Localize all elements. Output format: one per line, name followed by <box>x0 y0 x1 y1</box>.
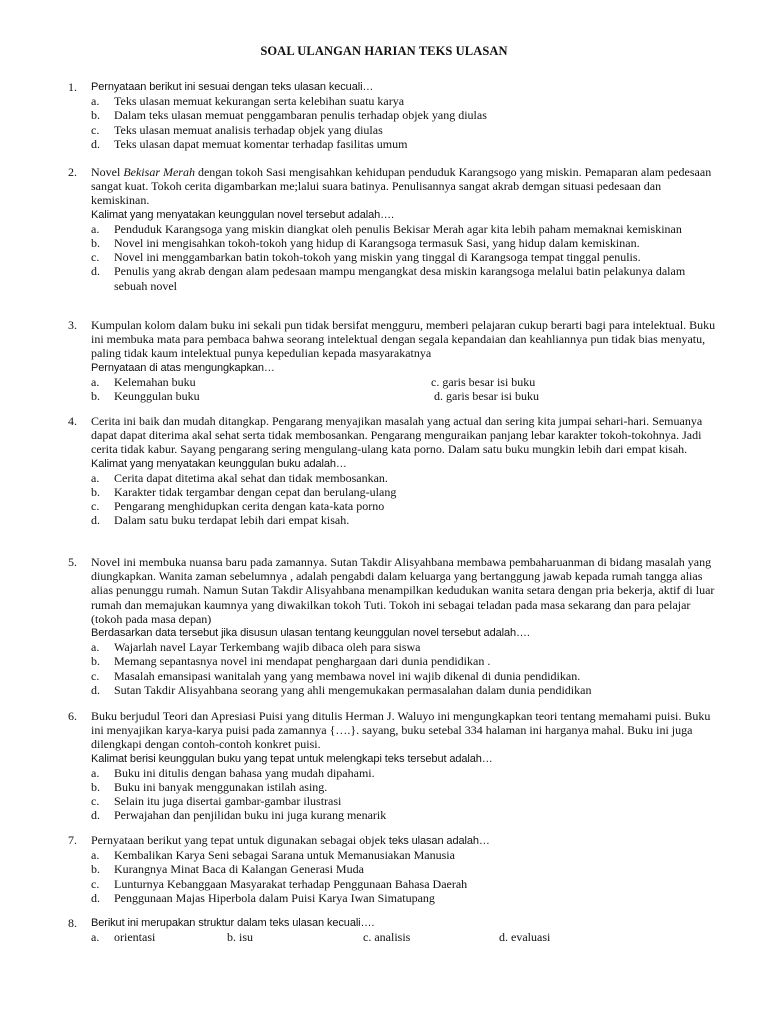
question-4 <box>68 414 718 528</box>
option-b: b. Buku ini banyak menggunakan istilah asing. <box>91 780 328 795</box>
question-6 <box>68 709 718 823</box>
option-c: c. analisis <box>363 930 411 945</box>
option-c: c. Selain itu juga disertai gambar-gambar ilustrasi <box>91 794 342 809</box>
option-b: b. Dalam teks ulasan memuat penggambaran penulis terhadap objek yang diulas <box>91 108 487 123</box>
option-d: d. Dalam satu buku terdapat lebih dari empat kisah. <box>91 513 350 528</box>
question-stem: Pernyataan berikut yang tepat untuk digunakan sebagai objek teks ulasan adalah… <box>91 833 490 847</box>
option-a: a. Buku ini ditulis dengan bahasa yang mudah dipahami. <box>91 765 375 780</box>
option-d: d. garis besar isi buku <box>434 389 539 403</box>
novel-title: Bekisar Merah <box>123 165 195 179</box>
option-b: b. Kurangnya Minat Baca di Kalangan Generasi Muda <box>91 862 364 877</box>
option-d: d. Sutan Takdir Alisyahbana seorang yang ahli mengemukakan permasalahan dalam dunia pendidikan <box>91 682 592 697</box>
option-row <box>91 375 718 389</box>
question-stem: Kalimat yang menyatakan keunggulan novel tersebut adalah…. <box>91 208 395 221</box>
question-passage: Cerita ini baik dan mudah ditangkap. Pengarang menyajikan masalah yang actual dan sering kita jumpai sehari-hari. Semuanya dapat dapat diterima akal sehat serta tidak membosankan. Pengarang menguraikan panjang lebar karakter tokoh-tokohnya. Jadi cerita tidak kabur. Sayang pengarang sering mengulang-ulang kata porno. Dalam satu buku mungkin lebih dari empat kisah. <box>91 414 703 457</box>
option-c: c. Pengarang menghidupkan cerita dengan kata-kata porno <box>91 499 385 514</box>
option-c: c. Lunturnya Kebanggaan Masyarakat terhadap Penggunaan Bahasa Daerah <box>91 876 468 891</box>
question-8 <box>68 916 718 944</box>
option-b: b. Keunggulan buku <box>91 389 200 403</box>
option-b: b. Karakter tidak tergambar dengan cepat dan berulang-ulang <box>91 485 397 500</box>
question-stem: Pernyataan di atas mengungkapkan… <box>91 361 275 374</box>
option-c: c. Teks ulasan memuat analisis terhadap objek yang diulas <box>91 122 383 137</box>
question-number: 6. <box>68 709 77 723</box>
question-1 <box>68 80 718 151</box>
option-a: a. Wajarlah navel Layar Terkembang wajib dibaca oleh para siswa <box>91 640 421 655</box>
question-number: 4. <box>68 414 77 428</box>
question-stem: Kalimat yang menyatakan keunggulan buku adalah… <box>91 457 347 470</box>
question-number: 3. <box>68 318 77 332</box>
question-2 <box>68 165 718 293</box>
question-3 <box>68 318 718 403</box>
option-a: a. Teks ulasan memuat kekurangan serta kelebihan suatu karya <box>91 94 405 109</box>
option-a: a. Kembalikan Karya Seni sebagai Sarana untuk Memanusiakan Manusia <box>91 848 455 863</box>
option-b: b. isu <box>227 930 254 945</box>
question-stem: Berikut ini merupakan struktur dalam teks ulasan kecuali…. <box>91 917 375 929</box>
option-a: a. orientasi <box>91 930 156 945</box>
option-a: a. Cerita dapat ditetima akal sehat dan tidak membosankan. <box>91 470 388 485</box>
question-stem: Berdasarkan data tersebut jika disusun ulasan tentang keunggulan novel tersebut adalah…. <box>91 627 530 640</box>
question-passage: Kumpulan kolom dalam buku ini sekali pun tidak bersifat mengguru, memberi pelajaran cukup berarti bagi para intelektual. Buku ini membuka mata para pembaca bahwa seorang intelektual dengan segala kepandaian dan keahliannya pun tidak bias menyatu, paling tidak kaum intelektual punya kepedulian kepada masyarakatnya <box>91 318 716 361</box>
option-d: d. Teks ulasan dapat memuat komentar terhadap fasilitas umum <box>91 136 408 151</box>
question-stem: Kalimat berisi keunggulan buku yang tepat untuk melengkapi teks tersebut adalah… <box>91 752 493 765</box>
page-title: SOAL ULANGAN HARIAN TEKS ULASAN <box>260 44 508 58</box>
question-passage: Novel ini membuka nuansa baru pada zamannya. Sutan Takdir Alisyahbana membawa pembaharuanman di bidang masalah yang diungkapkan. Wanita zaman sebelumnya , adalah pengabdi dalam keluarga yang bertanggung jawab kepada rumah tangga alias alias penunggu rumah. Namun Sutan Takdir Alisyahbana menampilkan kedudukan wanita setara dengan pria bekerja, aktif di luar rumah dan memajukan kaumnya yang diwakilkan tokoh Tuti. Tokoh ini sebagai teladan pada masa sekarang dan para pelajar (tokoh pada masa depan) <box>91 555 715 626</box>
question-number: 8. <box>68 916 77 930</box>
option-d: d. evaluasi <box>499 930 551 945</box>
question-5 <box>68 555 718 697</box>
option-c: c. Masalah emansipasi wanitalah yang yang membawa novel ini wajib dikenal di dunia pendidikan. <box>91 668 581 683</box>
question-stem: Pernyataan berikut ini sesuai dengan teks ulasan kecuali… <box>91 81 374 93</box>
option-d: d. Penggunaan Majas Hiperbola dalam Puisi Karya Iwan Simatupang <box>91 890 435 905</box>
option-b: b. Novel ini mengisahkan tokoh-tokoh yang hidup di Karangsoga termasuk Sasi, yang hidup dalam kemiskinan. <box>91 236 640 251</box>
option-d: d. Perwajahan dan penjilidan buku ini juga kurang menarik <box>91 808 387 823</box>
option-c: c. Novel ini menggambarkan batin tokoh-tokoh yang miskin yang tinggal di Karangsoga tempat tinggal penulis. <box>91 250 641 265</box>
question-number: 1. <box>68 80 77 94</box>
option-row <box>91 930 718 944</box>
question-passage: Buku berjudul Teori dan Apresiasi Puisi yang ditulis Herman J. Waluyo ini mengungkapkan teori tentang memahami puisi. Buku ini menyajikan karya-karya puisi pada zamannya {….}. sayang, buku setebal 334 halaman ini harganya mahal. Buku ini juga dilengkapi dengan contoh-contoh konkret puisi. <box>91 709 711 752</box>
question-number: 7. <box>68 833 77 847</box>
question-number: 2. <box>68 165 77 179</box>
question-7 <box>68 833 718 905</box>
option-d: d. Penulis yang akrab dengan alam pedesaan mampu mengangkat desa miskin karangsoga melalui batin pelakunya dalam sebuah novel <box>91 264 686 293</box>
option-c: c. garis besar isi buku <box>431 374 536 389</box>
option-b: b. Memang sepantasnya novel ini mendapat penghargaan dari dunia pendidikan . <box>91 654 491 669</box>
option-row <box>91 389 718 403</box>
question-number: 5. <box>68 555 77 569</box>
question-passage: Novel Bekisar Merah dengan tokoh Sasi mengisahkan kehidupan penduduk Karangsogo yang miskin. Pemaparan alam pedesaan sangat kuat. Tokoh cerita digambarkan me;lalui suara batinya. Penulisannya sangat akrab demgan situasi pedesaan dan kemiskinan. <box>91 165 712 208</box>
option-a: a. Penduduk Karangsoga yang miskin diangkat oleh penulis Bekisar Merah agar kita lebih paham memaknai kemiskinan <box>91 221 682 236</box>
option-a: a. Kelemahan buku <box>91 374 196 389</box>
